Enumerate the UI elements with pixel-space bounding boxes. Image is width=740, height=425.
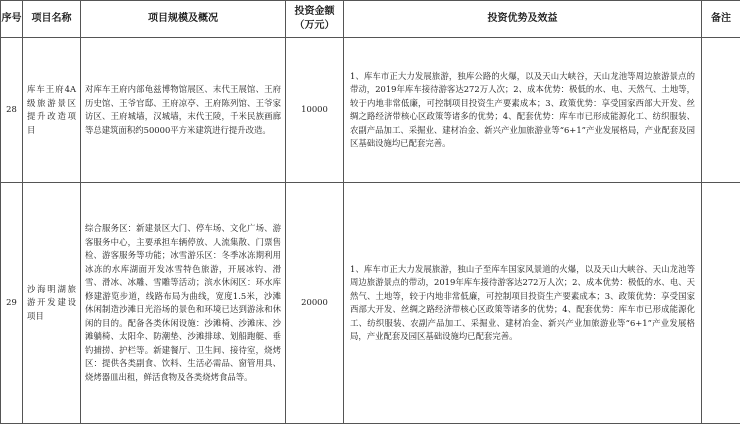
header-amount: 投资金额（万元） [286,1,344,38]
table-row [1,183,740,424]
row-amount: 10000 [286,38,344,183]
row-benefits: 1、库车市正大力发展旅游，独山子至库车国家风景道的火爆，以及天山大峡谷、天山龙池等周边旅游景点的带动，2019年库车接待游客达272万人次；2、成本优势：极低的水、电、天然气、土地等，较于内地非常低廉，可控制项目投资生产要素成本；3、政策优势：享受国家西部大开发、丝绸之路经济带核心区政策等诸多的优势；4、配套优势：库车市已形成能源化工、纺织服装、农副产品加工、采掘业、建材冶金、新兴产业加旅游业等“6+1”产业发展格局，产业配套及园区基础设施均已配套完善。 [344,183,702,424]
row-remarks [702,38,740,183]
row-seq: 28 [1,38,23,183]
table-row [1,38,740,183]
row-scope: 对库车王府内部龟兹博物馆展区、末代王展馆、王府历史馆、王爷官邸、王府凉亭、王府陈列馆、王爷家访区、王府城墙，汉城墙，末代王陵，千米民族画廊等总建筑面积约50000平方米建筑进行提升改造。 [81,38,286,183]
header-benefits: 投资优势及效益 [344,1,702,38]
row-amount: 20000 [286,183,344,424]
row-scope: 综合服务区：新建景区大门、停车场、文化广场、游客服务中心，主要承担车辆停放、人流集散、门票售检、游客服务等功能；冰雪游乐区：冬季冰冻期利用冰冻的水库湖面开发冰雪特色旅游，开展冰钓、滑雪、滑冰、冰雕、雪雕等活动；滨水休闲区：环水库修建游览步道，线路布局为曲线，宽度1.5米，沙滩休闲制造沙滩日光浴场的景色和环境已达到游泳和休闲的目的。配备各类休闲设施：沙滩椅、沙滩床、沙滩躺椅、太阳伞、防潮垫、沙滩排球、划船跑艇、垂钓捕捞、护栏等。新建餐厅、卫生间、接待室，烧烤区：提供各类副食、饮料、生活必需品、窗管用具、烧烤器皿出租，鲜活食物及各类烧烤食品等。 [81,183,286,424]
row-benefits: 1、库车市正大力发展旅游，独库公路的火爆，以及天山大峡谷，天山龙池等周边旅游景点的带动，2019年库车接待游客达272万人次；2、成本优势：极低的水、电、天然气、土地等，较于内地非常低廉，可控制项目投资生产要素成本；3、政策优势：享受国家西部大开发、丝绸之路经济带核心区政策等诸多的优势；4、配套优势：库车市已形成能源化工、纺织服装、农副产品加工、采掘业、建材冶金、新兴产业加旅游业等“6+1”产业发展格局，产业配套及园区基础设施均已配套完善。 [344,38,702,183]
row-name: 沙海明湖旅游开发建设项目 [23,183,81,424]
header-name: 项目名称 [23,1,81,38]
header-remarks: 备注 [702,1,740,38]
header-seq: 序号 [1,1,23,38]
row-seq: 29 [1,183,23,424]
header-row [1,1,740,38]
row-name: 库车王府4A级旅游景区提升改造项目 [23,38,81,183]
row-remarks [702,183,740,424]
header-scope: 项目规模及概况 [81,1,286,38]
